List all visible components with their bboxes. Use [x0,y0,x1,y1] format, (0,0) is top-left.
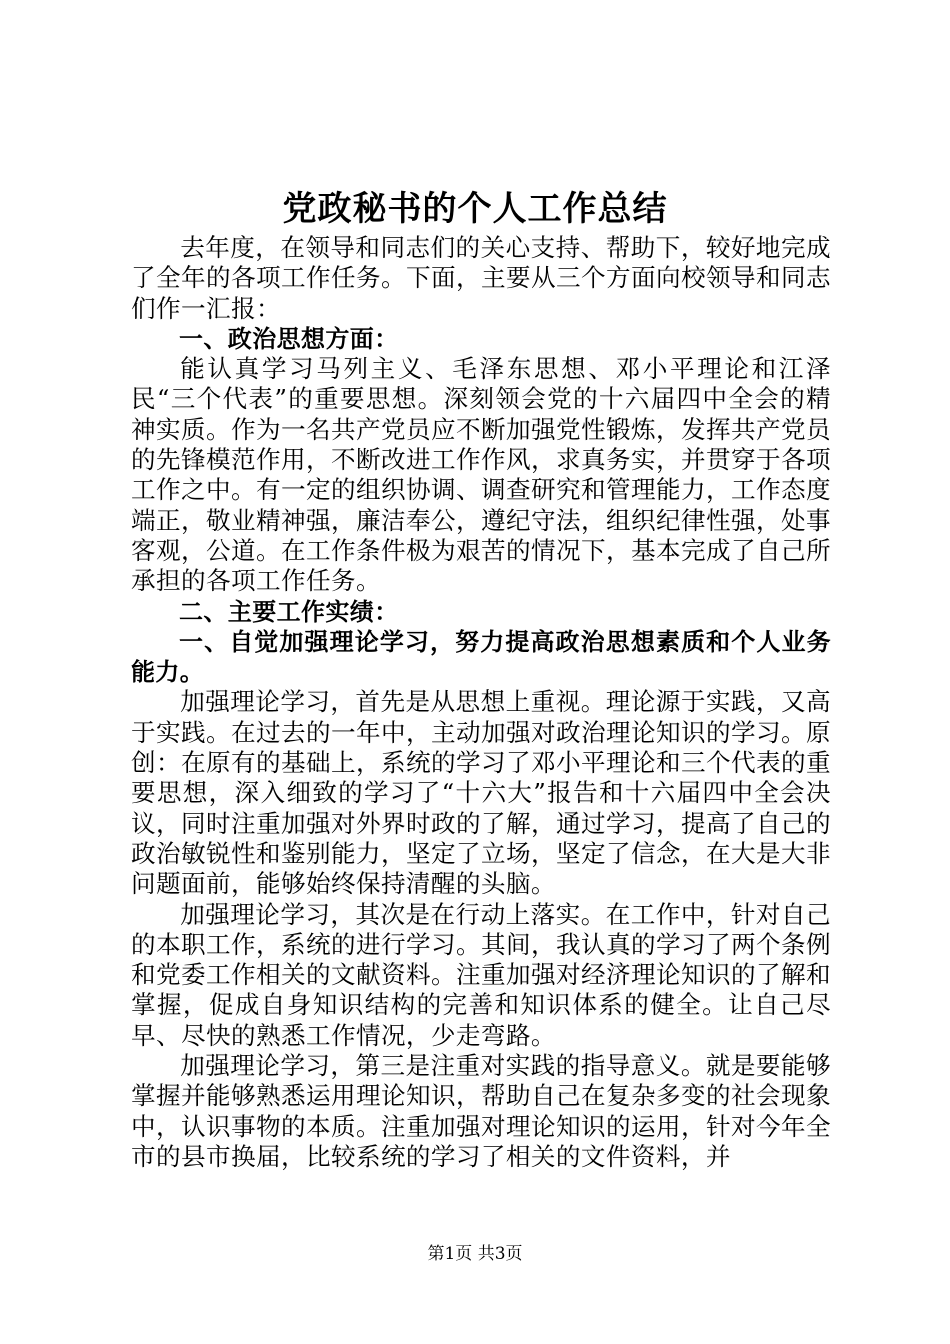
political-paragraph: 能认真学习马列主义、毛泽东思想、邓小平理论和江泽民“三个代表”的重要思想。深刻领会党的十六届四中全会的精神实质。作为一名共产党员应不断加强党性锻炼，发挥共产党员的先锋模范作用，不断改进工作作风，求真务实，并贯穿于各项工作之中。有一定的组织协调、调查研究和管理能力，工作态度端正，敬业精神强，廉洁奉公，遵纪守法，组织纪律性强，处事客观，公道。在工作条件极为艰苦的情况下，基本完成了自己所承担的各项工作任务。 [131,354,831,596]
document-body [131,233,831,1172]
document-title: 党政秘书的个人工作总结 [282,189,668,229]
theory-study-paragraph-1: 加强理论学习，首先是从思想上重视。理论源于实践，又高于实践。在过去的一年中，主动加强对政治理论知识的学习。原创：在原有的基础上，系统的学习了邓小平理论和三个代表的重要思想，深入细致的学习了“十六大”报告和十六届四中全会决议，同时注重加强对外界时政的了解，通过学习，提高了自己的政治敏锐性和鉴别能力，坚定了立场，坚定了信念，在大是大非问题面前，能够始终保持清醒的头脑。 [131,687,831,899]
section-heading-political: 一、政治思想方面： [179,324,399,353]
subsection-heading-theory-study: 一、自觉加强理论学习，努力提高政治思想素质和个人业务能力。 [131,627,831,687]
intro-paragraph: 去年度，在领导和同志们的关心支持、帮助下，较好地完成了全年的各项工作任务。下面，主要从三个方面向校领导和同志们作一汇报： [131,233,831,323]
page-footer: 第1页 共3页 [427,1244,523,1264]
theory-study-paragraph-2: 加强理论学习，其次是在行动上落实。在工作中，针对自己的本职工作，系统的进行学习。其间，我认真的学习了两个条例和党委工作相关的文献资料。注重加强对经济理论知识的了解和掌握，促成自身知识结构的完善和知识体系的健全。让自己尽早、尽快的熟悉工作情况，少走弯路。 [131,899,831,1050]
theory-study-paragraph-3: 加强理论学习，第三是注重对实践的指导意义。就是要能够掌握并能够熟悉运用理论知识，帮助自己在复杂多变的社会现象中，认识事物的本质。注重加强对理论知识的运用，针对今年全市的县市换届，比较系统的学习了相关的文件资料，并 [131,1051,831,1171]
section-heading-achievements: 二、主要工作实绩： [179,597,399,626]
